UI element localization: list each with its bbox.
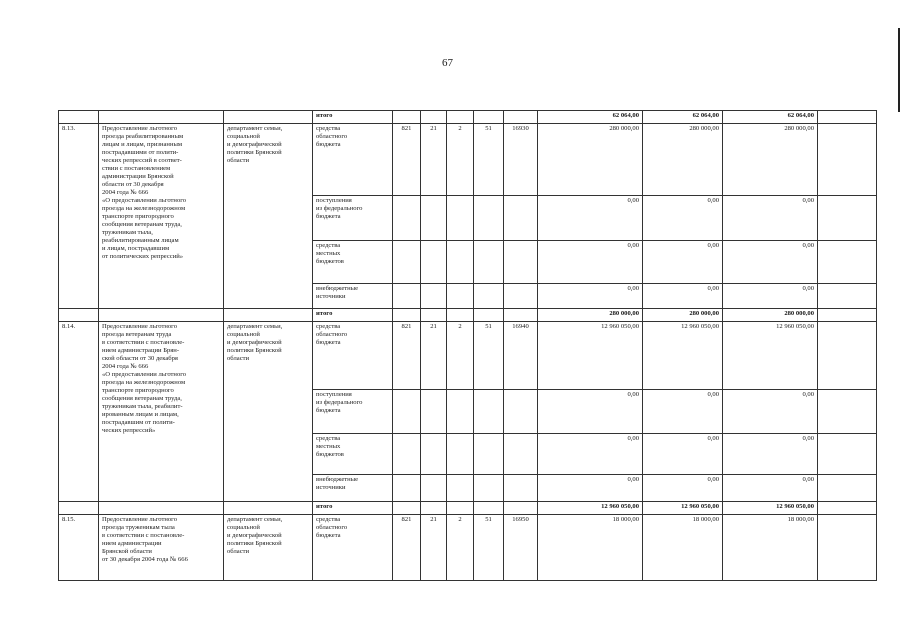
code-pr [447, 475, 474, 502]
code-grbs [393, 434, 421, 475]
amount-year-1: 0,00 [538, 196, 643, 241]
code-vr [504, 390, 538, 434]
empty-cell [818, 124, 877, 196]
empty-cell [474, 502, 504, 515]
funding-source: средства областного бюджета [313, 124, 393, 196]
code-grbs: 821 [393, 515, 421, 581]
code-vr: 16930 [504, 124, 538, 196]
code-grbs: 821 [393, 322, 421, 390]
measure-name: Предоставление льготного проезда ветеранам труда в соответствии с постановле- нием администрации Брян- ской области от 30 декабря 2004 года № 666 «О предоставлении льготного проезда на железнодорожном транспорте пригородного сообщения ветеранам труда, труженикам тыла, реабилит- ированным лицам и лицам, пострадавшим от полити- ческих репрессий» [99, 322, 224, 502]
amount-year-1: 12 960 050,00 [538, 322, 643, 390]
empty-cell [447, 502, 474, 515]
empty-cell [504, 502, 538, 515]
empty-cell [99, 309, 224, 322]
empty-cell [421, 309, 447, 322]
code-pr [447, 241, 474, 284]
empty-cell [393, 309, 421, 322]
amount-year-1: 0,00 [538, 475, 643, 502]
empty-cell [224, 111, 313, 124]
code-rz [421, 390, 447, 434]
funding-source: поступления из федерального бюджета [313, 196, 393, 241]
amount-year-2: 280 000,00 [643, 124, 723, 196]
funding-source: внебюджетные источники [313, 284, 393, 309]
table-row [59, 515, 877, 581]
item-number: 8.14. [59, 322, 99, 502]
code-pr: 2 [447, 515, 474, 581]
amount-year-3: 0,00 [723, 196, 818, 241]
code-vr [504, 241, 538, 284]
empty-cell [504, 309, 538, 322]
amount-year-3: 62 064,00 [723, 111, 818, 124]
code-pr: 2 [447, 124, 474, 196]
code-cs: 51 [474, 515, 504, 581]
amount-year-2: 18 000,00 [643, 515, 723, 581]
empty-cell [818, 434, 877, 475]
empty-cell [59, 502, 99, 515]
code-cs [474, 196, 504, 241]
code-grbs: 821 [393, 124, 421, 196]
empty-cell [99, 502, 224, 515]
code-cs [474, 475, 504, 502]
total-label: итого [313, 111, 393, 124]
code-cs: 51 [474, 124, 504, 196]
code-vr: 16940 [504, 322, 538, 390]
table-row-total [59, 309, 877, 322]
amount-year-1: 0,00 [538, 434, 643, 475]
total-label: итого [313, 502, 393, 515]
responsible-department: департамент семьи, социальной и демографической политики Брянской области [224, 322, 313, 502]
table-row [59, 322, 877, 390]
code-cs [474, 284, 504, 309]
amount-year-2: 0,00 [643, 284, 723, 309]
code-cs [474, 241, 504, 284]
amount-year-2: 0,00 [643, 475, 723, 502]
amount-year-3: 0,00 [723, 475, 818, 502]
code-rz [421, 434, 447, 475]
amount-year-3: 0,00 [723, 390, 818, 434]
amount-year-3: 280 000,00 [723, 124, 818, 196]
amount-year-1: 18 000,00 [538, 515, 643, 581]
empty-cell [818, 322, 877, 390]
amount-year-3: 0,00 [723, 434, 818, 475]
table-body [59, 111, 877, 581]
empty-cell [393, 502, 421, 515]
code-rz [421, 241, 447, 284]
code-grbs [393, 284, 421, 309]
amount-year-2: 62 064,00 [643, 111, 723, 124]
table-row [59, 124, 877, 196]
item-number: 8.15. [59, 515, 99, 581]
code-cs [474, 390, 504, 434]
empty-cell [818, 284, 877, 309]
empty-cell [59, 111, 99, 124]
empty-cell [421, 502, 447, 515]
code-rz [421, 475, 447, 502]
amount-year-3: 0,00 [723, 241, 818, 284]
empty-cell [474, 111, 504, 124]
code-pr [447, 434, 474, 475]
empty-cell [393, 111, 421, 124]
table-row-total [59, 502, 877, 515]
code-rz [421, 284, 447, 309]
empty-cell [447, 309, 474, 322]
responsible-department: департамент семьи, социальной и демографической политики Брянской области [224, 124, 313, 309]
empty-cell [421, 111, 447, 124]
code-vr [504, 475, 538, 502]
code-pr [447, 390, 474, 434]
empty-cell [474, 309, 504, 322]
amount-year-1: 0,00 [538, 390, 643, 434]
empty-cell [818, 502, 877, 515]
empty-cell [224, 502, 313, 515]
funding-source: средства областного бюджета [313, 322, 393, 390]
amount-year-3: 12 960 050,00 [723, 322, 818, 390]
amount-year-3: 0,00 [723, 284, 818, 309]
code-rz: 21 [421, 515, 447, 581]
page-number: 67 [442, 57, 453, 69]
code-cs: 51 [474, 322, 504, 390]
code-vr: 16950 [504, 515, 538, 581]
amount-year-2: 0,00 [643, 434, 723, 475]
responsible-department: департамент семьи, социальной и демографической политики Брянской области [224, 515, 313, 581]
amount-year-1: 0,00 [538, 241, 643, 284]
empty-cell [818, 309, 877, 322]
amount-year-2: 0,00 [643, 196, 723, 241]
empty-cell [818, 475, 877, 502]
code-rz [421, 196, 447, 241]
code-rz: 21 [421, 322, 447, 390]
code-pr [447, 196, 474, 241]
empty-cell [99, 111, 224, 124]
measure-name: Предоставление льготного проезда реабилитированным лицам и лицам, признанным пострадавшими от полити- ческих репрессий в соответ- ствии с постановлением администрации Брянской области от 30 декабря 2004 года № 666 «О предоставлении льготного проезда на железнодорожном транспорте пригородного сообщения ветеранам труда, труженикам тыла, реабилитированным лицам и лицам, пострадавшим от политических репрессий» [99, 124, 224, 309]
code-grbs [393, 241, 421, 284]
empty-cell [818, 111, 877, 124]
code-rz: 21 [421, 124, 447, 196]
funding-source: средства местных бюджетов [313, 434, 393, 475]
amount-year-2: 0,00 [643, 390, 723, 434]
empty-cell [818, 241, 877, 284]
code-grbs [393, 196, 421, 241]
amount-year-1: 12 960 050,00 [538, 502, 643, 515]
scan-edge-line [898, 28, 900, 112]
funding-source: средства областного бюджета [313, 515, 393, 581]
empty-cell [224, 309, 313, 322]
code-grbs [393, 475, 421, 502]
amount-year-1: 280 000,00 [538, 124, 643, 196]
code-vr [504, 284, 538, 309]
code-pr [447, 284, 474, 309]
empty-cell [818, 515, 877, 581]
code-vr [504, 434, 538, 475]
amount-year-2: 280 000,00 [643, 309, 723, 322]
table-row-total [59, 111, 877, 124]
amount-year-1: 0,00 [538, 284, 643, 309]
code-cs [474, 434, 504, 475]
amount-year-3: 18 000,00 [723, 515, 818, 581]
code-vr [504, 196, 538, 241]
code-grbs [393, 390, 421, 434]
amount-year-2: 12 960 050,00 [643, 322, 723, 390]
amount-year-2: 0,00 [643, 241, 723, 284]
amount-year-1: 280 000,00 [538, 309, 643, 322]
item-number: 8.13. [59, 124, 99, 309]
empty-cell [59, 309, 99, 322]
amount-year-2: 12 960 050,00 [643, 502, 723, 515]
empty-cell [818, 390, 877, 434]
empty-cell [818, 196, 877, 241]
empty-cell [504, 111, 538, 124]
funding-source: внебюджетные источники [313, 475, 393, 502]
amount-year-1: 62 064,00 [538, 111, 643, 124]
code-pr: 2 [447, 322, 474, 390]
funding-source: средства местных бюджетов [313, 241, 393, 284]
amount-year-3: 12 960 050,00 [723, 502, 818, 515]
empty-cell [447, 111, 474, 124]
measure-name: Предоставление льготного проезда труженикам тыла в соответствии с постановле- нием администрации Брянской области от 30 декабря 2004 года № 666 [99, 515, 224, 581]
total-label: итого [313, 309, 393, 322]
funding-source: поступления из федерального бюджета [313, 390, 393, 434]
budget-table [58, 110, 877, 581]
amount-year-3: 280 000,00 [723, 309, 818, 322]
